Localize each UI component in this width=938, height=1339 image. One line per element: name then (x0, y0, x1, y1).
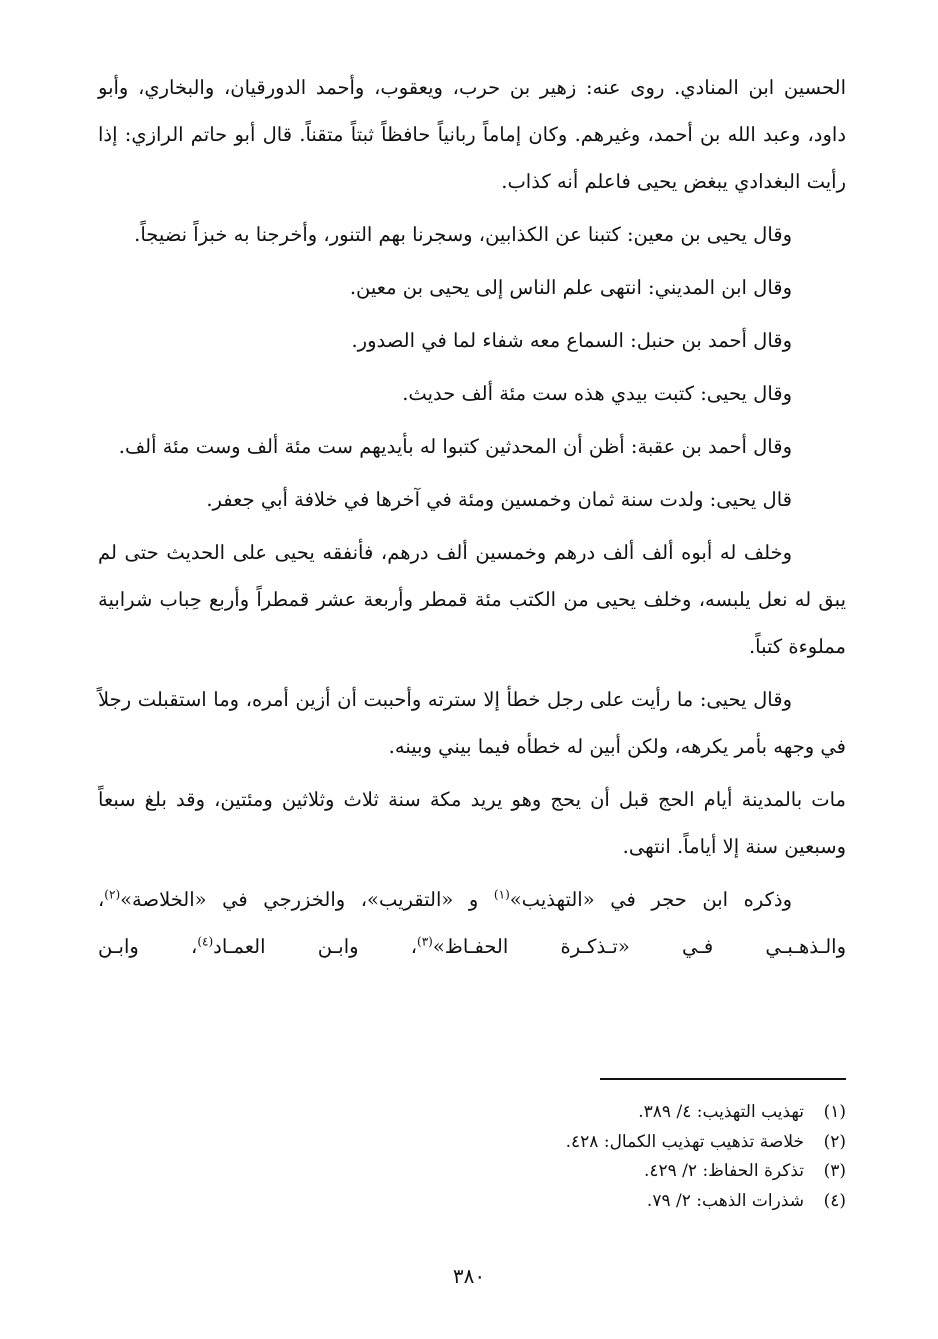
footnote-ref-3: (٣) (417, 934, 433, 949)
sources-text-5: ، وابـن (98, 935, 198, 958)
footnote-item (346, 1157, 846, 1187)
footnote-item (346, 1128, 846, 1158)
paragraph-death: مات بالمدينة أيام الحج قبل أن يحج وهو يريد مكة سنة ثلاث وثلاثين ومئتين، وقد بلغ سبعاً وسبعين سنة إلا أياماً. انتهى. (98, 788, 846, 858)
footnote-ref-4: (٤) (197, 934, 214, 949)
footnote-number: (١) (823, 1102, 846, 1122)
footnote-text: خلاصة تذهيب تهذيب الكمال: ٤٢٨. (565, 1131, 804, 1152)
footnote-ref-1: (١) (493, 887, 510, 902)
footnote-text: تهذيب التهذيب: ٤/ ٣٨٩. (638, 1102, 804, 1122)
paragraph-narrators: الحسين ابن المنادي. روى عنه: زهير بن حرب، ويعقوب، وأحمد الدورقيان، والبخاري، وأبو داود، وعبد الله بن أحمد، وغيرهم. وكان إماماً ربانياً حافظاً ثبتاً متقناً. قال أبو حاتم الرازي: إذا رأيت البغدادي يبغض يحيى فاعلم أنه كذاب. (98, 76, 846, 193)
sources-text-4: ، وابـن العمـاد (213, 935, 418, 958)
footnote-ref-2: (٢) (104, 887, 121, 902)
paragraph-ahmad-uqba: وقال أحمد بن عقبة: أظن أن المحدثين كتبوا له بأيديهم ست مئة ألف وست مئة ألف. (118, 435, 792, 458)
paragraph-inheritance: وخلف له أبوه ألف ألف درهم وخمسين ألف درهم، فأنفقه يحيى على الحديث حتى لم يبق له نعل يلبسه، وخلف يحيى من الكتب مئة قمطر وأربعة عشر قمطراً وأربع حِباب شرابية مملوءة كتباً. (98, 541, 846, 658)
sources-text-3: ، والـذهـبـي فـي «تـذكـرة الحفـاظ» (98, 888, 847, 958)
paragraph-errors: وقال يحيى: ما رأيت على رجل خطأ إلا سترته وأحببت أن أزين أمره، وما استقبلت رجلاً في وجهه بأمر يكرهه، ولكن أبين له خطأه فيما بيني وبينه. (98, 688, 846, 758)
footnote-text: شذرات الذهب: ٢/ ٧٩. (646, 1190, 804, 1211)
page-number: ٣٨٠ (452, 1264, 486, 1288)
sources-text-1: وذكره ابن حجر في «التهذيب» (509, 888, 792, 911)
footnotes (346, 1098, 846, 1216)
paragraph-ahmad-hanbal: وقال أحمد بن حنبل: السماع معه شفاء لما في الصدور. (351, 329, 792, 352)
footnote-divider (600, 1078, 846, 1080)
main-text (98, 64, 846, 976)
paragraph-liars-quote: وقال يحيى بن معين: كتبنا عن الكذابين، وسجرنا بهم التنور، وأخرجنا به خبزاً نضيجاً. (134, 223, 792, 246)
paragraph-ibn-madini: وقال ابن المديني: انتهى علم الناس إلى يحيى بن معين. (349, 276, 792, 299)
footnote-number: (٤) (823, 1190, 846, 1211)
footnote-number: (٣) (823, 1161, 846, 1181)
paragraph-birth: قال يحيى: ولدت سنة ثمان وخمسين ومئة في آخرها في خلافة أبي جعفر. (206, 488, 792, 511)
footnote-number: (٢) (823, 1131, 846, 1152)
paragraph-sources (98, 876, 846, 970)
footnote-text: تذكرة الحفاظ: ٢/ ٤٢٩. (643, 1161, 804, 1181)
footnote-item (346, 1098, 846, 1128)
sources-text-2: و «التقريب»، والخزرجي في «الخلاصة» (120, 888, 494, 911)
paragraph-yahya-wrote: وقال يحيى: كتبت بيدي هذه ست مئة ألف حديث. (402, 382, 792, 405)
footnote-item (346, 1187, 846, 1217)
